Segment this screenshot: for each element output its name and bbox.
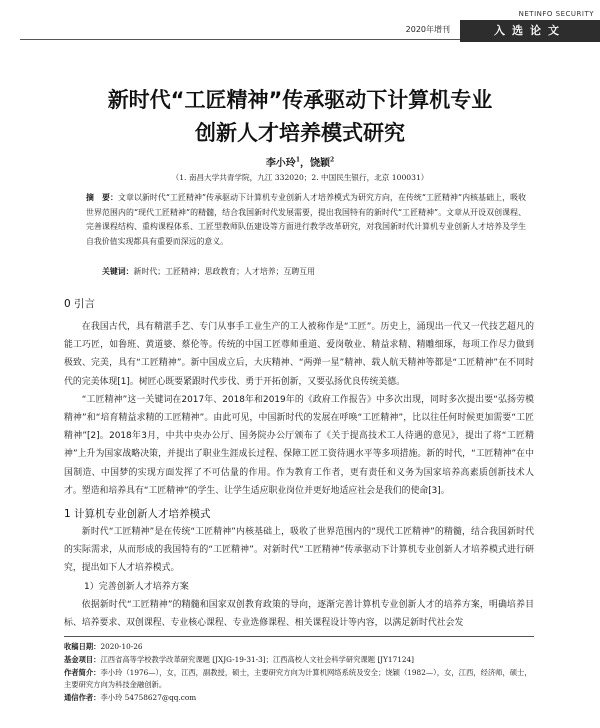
paragraph: “工匠精神”这一关键词在2017年、2018年和2019年的《政府工作报告》中多次出现，同时多次提出要“弘扬劳模精神”和“培育精益求精的工匠精神”。由此可见，中国新时代的发展在呼唤“工匠精神”，比以往任何时候更加需要“工匠精神”[2]。2018年3月，中共中央办公厅、国务院办公厅颁布了《关于提高技术工人待遇的意见》，提出了将“工匠精神”上升为国家战略决策，并提出了职业生涯成长过程、保障工匠工资待遇水平等多项措施。新的时代，“工匠精神”在中国制造、中国梦的实现方面发挥了不可估量的作用。作为教育工作者，更有责任和义务为国家培养高素质创新技术人才。塑造和培养具有“工匠精神”的学生、让学生适应职业岗位并更好地适应社会是我们的使命[3]。 [64, 394, 534, 496]
received-value: 2020-10-26 [100, 642, 143, 651]
section-1-body-cont [64, 596, 534, 632]
fund-info [64, 654, 534, 667]
keywords-text: 新时代；工匠精神；思政教育；人才培养；互聘互用 [133, 267, 316, 276]
abstract-label: 摘 要： [86, 193, 118, 202]
contact-info [64, 692, 534, 705]
fund-label: 基金项目： [64, 654, 101, 664]
author-bio [64, 667, 534, 693]
title-line-1: 新时代“工匠精神”传承驱动下计算机专业 [107, 88, 493, 112]
footnotes [64, 641, 534, 705]
contact-value: 李小玲 54758627@qq.com [100, 693, 197, 703]
fund-value: 江西省高等学校教学改革研究课题 [JXJG-19-31-3]；江西高校人文社会科学研究课题 [JY17124] [100, 654, 414, 664]
title-line-2: 创新人才培养模式研究 [195, 121, 405, 145]
section-1-body [64, 523, 534, 578]
paragraph: 在我国古代，具有精湛手艺、专门从事手工业生产的工人被称作是“工匠”。历史上，涌现出一代又一代技艺超凡的能工巧匠，如鲁班、黄道婆、蔡伦等。传统的中国工匠尊师重道、爱岗敬业、精益求精、精雕细琢，每项工作尽力做到极致、完美，具有“工匠精神”。新中国成立后，大庆精神、“两弹一星”精神、载人航天精神等都是“工匠精神”在不同时代的完美体现[1]。树匠心既要紧跟时代步伐、勇于开拓创新，又要弘扬优良传统美德。 [64, 322, 534, 387]
abstract-text: 文章以新时代“工匠精神”传承驱动下计算机专业创新人才培养模式为研究方向，在传统“工匠精神”内核基础上，吸收世界范围内的“现代工匠精神”的精髓，结合我国新时代发展需要，提出我国特有的新时代“工匠精神”。文章从开设双创课程、完善课程结构、重构课程体系、工匠型教师队伍建设等方面进行教学改革研究，对我国新时代计算机专业创新人才培养及学生自我价值实现都具有重要而深远的意义。 [86, 193, 526, 246]
bio-value: 李小玲（1976—），女，江西，副教授，硕士，主要研究方向为计算机网络系统及安全；饶颖（1982—），女，江西，经济师，硕士，主要研究方向为科技金融创新。 [64, 667, 532, 690]
author-separator: ， [300, 158, 310, 169]
issue-label: 2020年增刊 [405, 25, 450, 34]
received-label: 收稿日期： [64, 642, 101, 651]
paragraph: 依据新时代“工匠精神”的精髓和国家双创教育政策的导向，逐渐完善计算机专业创新人才的培养方案，明确培养目标、培养要求、双创课程、专业核心课程、专业选修课程、相关课程设计等内容，以满足新时代社会发 [64, 600, 534, 629]
section-1-heading: 1 计算机专业创新人才培养模式 [64, 508, 211, 520]
author-1-sup: 1 [295, 156, 300, 164]
author-1: 李小玲 [265, 158, 296, 169]
section-0-body [64, 318, 534, 500]
affiliation: （1. 南昌大学共青学院，九江 332020；2. 中国民生银行，北京 100031） [171, 173, 429, 182]
journal-name: NETINFO SECURITY [518, 10, 594, 18]
section-band: 入选论文 [460, 20, 600, 42]
subsection-heading: 1）完善创新人才培养方案 [84, 582, 189, 592]
author-2-sup: 2 [330, 156, 335, 164]
author-2: 饶颖 [310, 158, 330, 169]
page-header [0, 6, 600, 46]
author-list [0, 154, 600, 169]
keywords-label: 关键词： [102, 267, 134, 276]
footnote-rule [64, 636, 534, 637]
section-0-heading: 0 引言 [64, 298, 96, 310]
paragraph: 新时代“工匠精神”是在传统“工匠精神”内核基础上，吸收了世界范围内的“现代工匠精神”的精髓，结合我国新时代的实际需求，从而形成的我国特有的“工匠精神”。对新时代“工匠精神”传承驱动下计算机专业创新人才培养模式进行研究，提出如下人才培养模式。 [64, 527, 534, 574]
contact-label: 通信作者： [64, 693, 101, 703]
keywords [102, 265, 532, 279]
bio-label: 作者简介： [64, 667, 101, 677]
received-date [64, 641, 534, 654]
paper-title [0, 84, 600, 150]
header-rule [20, 39, 460, 40]
abstract [86, 191, 526, 249]
